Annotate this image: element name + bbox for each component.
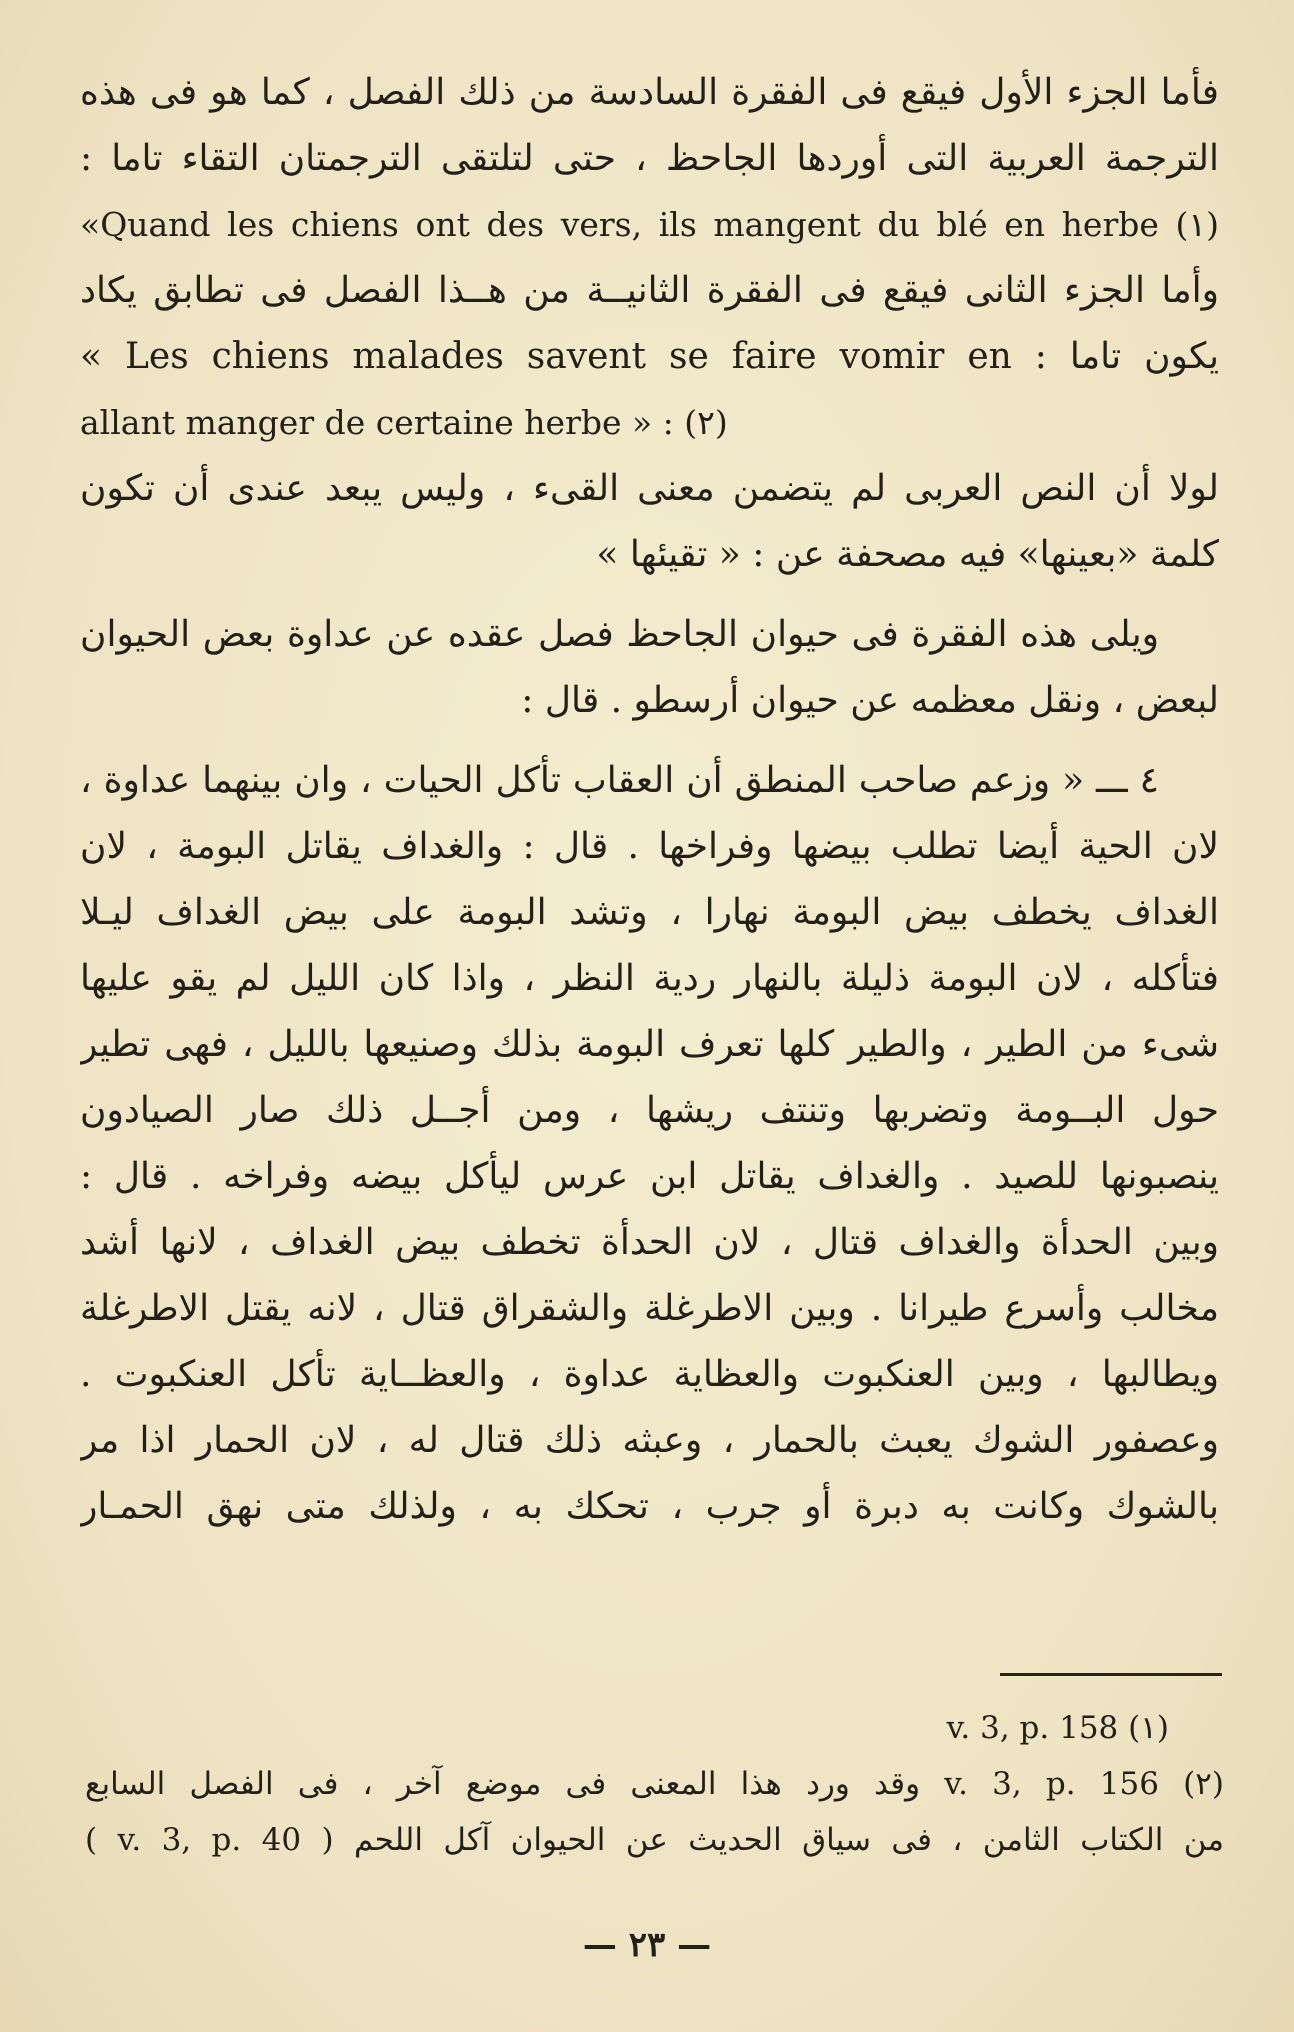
footnotes [85,1700,1224,1868]
text-line: فتأكله ، لان البومة ذليلة بالنهار ردية النظر ، واذا كان الليل لم يقو عليها [80,958,1219,999]
page-number: — ٢٣ — [582,1925,712,1965]
text-line: مخالب وأسرع طيرانا . وبين الاطرغلة والشقراق قتال ، لانه يقتل الاطرغلة [80,1288,1219,1329]
text-line: لبعض ، ونقل معظمه عن حيوان أرسطو . قال : [521,680,1219,721]
footnote-2-continued: من الكتاب الثامن ، فى سياق الحديث عن الحيوان آكل اللحم ( v. 3, p. 40 ) [85,1822,1224,1858]
text-line: لولا أن النص العربى لم يتضمن معنى القىء ، وليس يبعد عندى أن تكون [80,468,1219,509]
text-line: وعصفور الشوك يعبث بالحمار ، وعبثه ذلك قتال له ، لان الحمار اذا مر [80,1420,1219,1461]
text-line: وبين الحدأة والغداف قتال ، لان الحدأة تخطف بيض الغداف ، لانها أشد [80,1222,1219,1263]
footnote-divider [1000,1673,1222,1676]
french-quote-line: «Quand les chiens ont des vers, ils mangent du blé en herbe (١) [80,205,1219,244]
french-quote-line: allant manger de certaine herbe » : (٢) [80,403,728,442]
text-line: لان الحية أيضا تطلب بيضها وفراخها . قال : والغداف يقاتل البومة ، لان [80,826,1219,867]
text-line: فأما الجزء الأول فيقع فى الفقرة السادسة من ذلك الفصل ، كما هو فى هذه [80,72,1219,113]
text-line: شىء من الطير ، والطير كلها تعرف البومة بذلك وصنيعها بالليل ، فهى تطير [80,1024,1219,1065]
text-line: وأما الجزء الثانى فيقع فى الفقرة الثانيــة من هــذا الفصل فى تطابق يكاد [80,270,1219,311]
text-line: ينصبونها للصيد . والغداف يقاتل ابن عرس ليأكل بيضه وفراخه . قال : [80,1156,1219,1197]
paragraph-start-line: ٤ ـــ « وزعم صاحب المنطق أن العقاب تأكل الحيات ، وان بينهما عداوة ، [80,760,1159,801]
text-line: ويطالبها ، وبين العنكبوت والعظاية عداوة ، والعظــاية تأكل العنكبوت . [80,1354,1219,1395]
text-line: كلمة «بعينها» فيه مصحفة عن : « تقيئها » [596,534,1219,575]
text-line: الغداف يخطف بيض البومة نهارا ، وتشد البومة على بيض الغداف ليـلا [80,892,1219,933]
text-line: حول البــومة وتضربها وتنتف ريشها ، ومن أجــل ذلك صار الصيادون [80,1090,1219,1131]
footnote-1: (١) v. 3, p. 158 [946,1710,1169,1746]
paragraph-start-line: ويلى هذه الفقرة فى حيوان الجاحظ فصل عقده عن عداوة بعض الحيوان [80,614,1159,655]
body-text [80,60,1219,1540]
text-line: بالشوك وكانت به دبرة أو جرب ، تحكك به ، ولذلك متى نهق الحمـار [80,1486,1219,1527]
text-line: الترجمة العربية التى أوردها الجاحظ ، حتى لتلتقى الترجمتان التقاء تاما : [80,138,1219,179]
footnote-2: (٢) v. 3, p. 156 وقد ورد هذا المعنى فى موضع آخر ، فى الفصل السابع [85,1766,1224,1802]
mixed-quote-line: يكون تاما : Les chiens malades savent se faire vomir en » [80,336,1219,377]
